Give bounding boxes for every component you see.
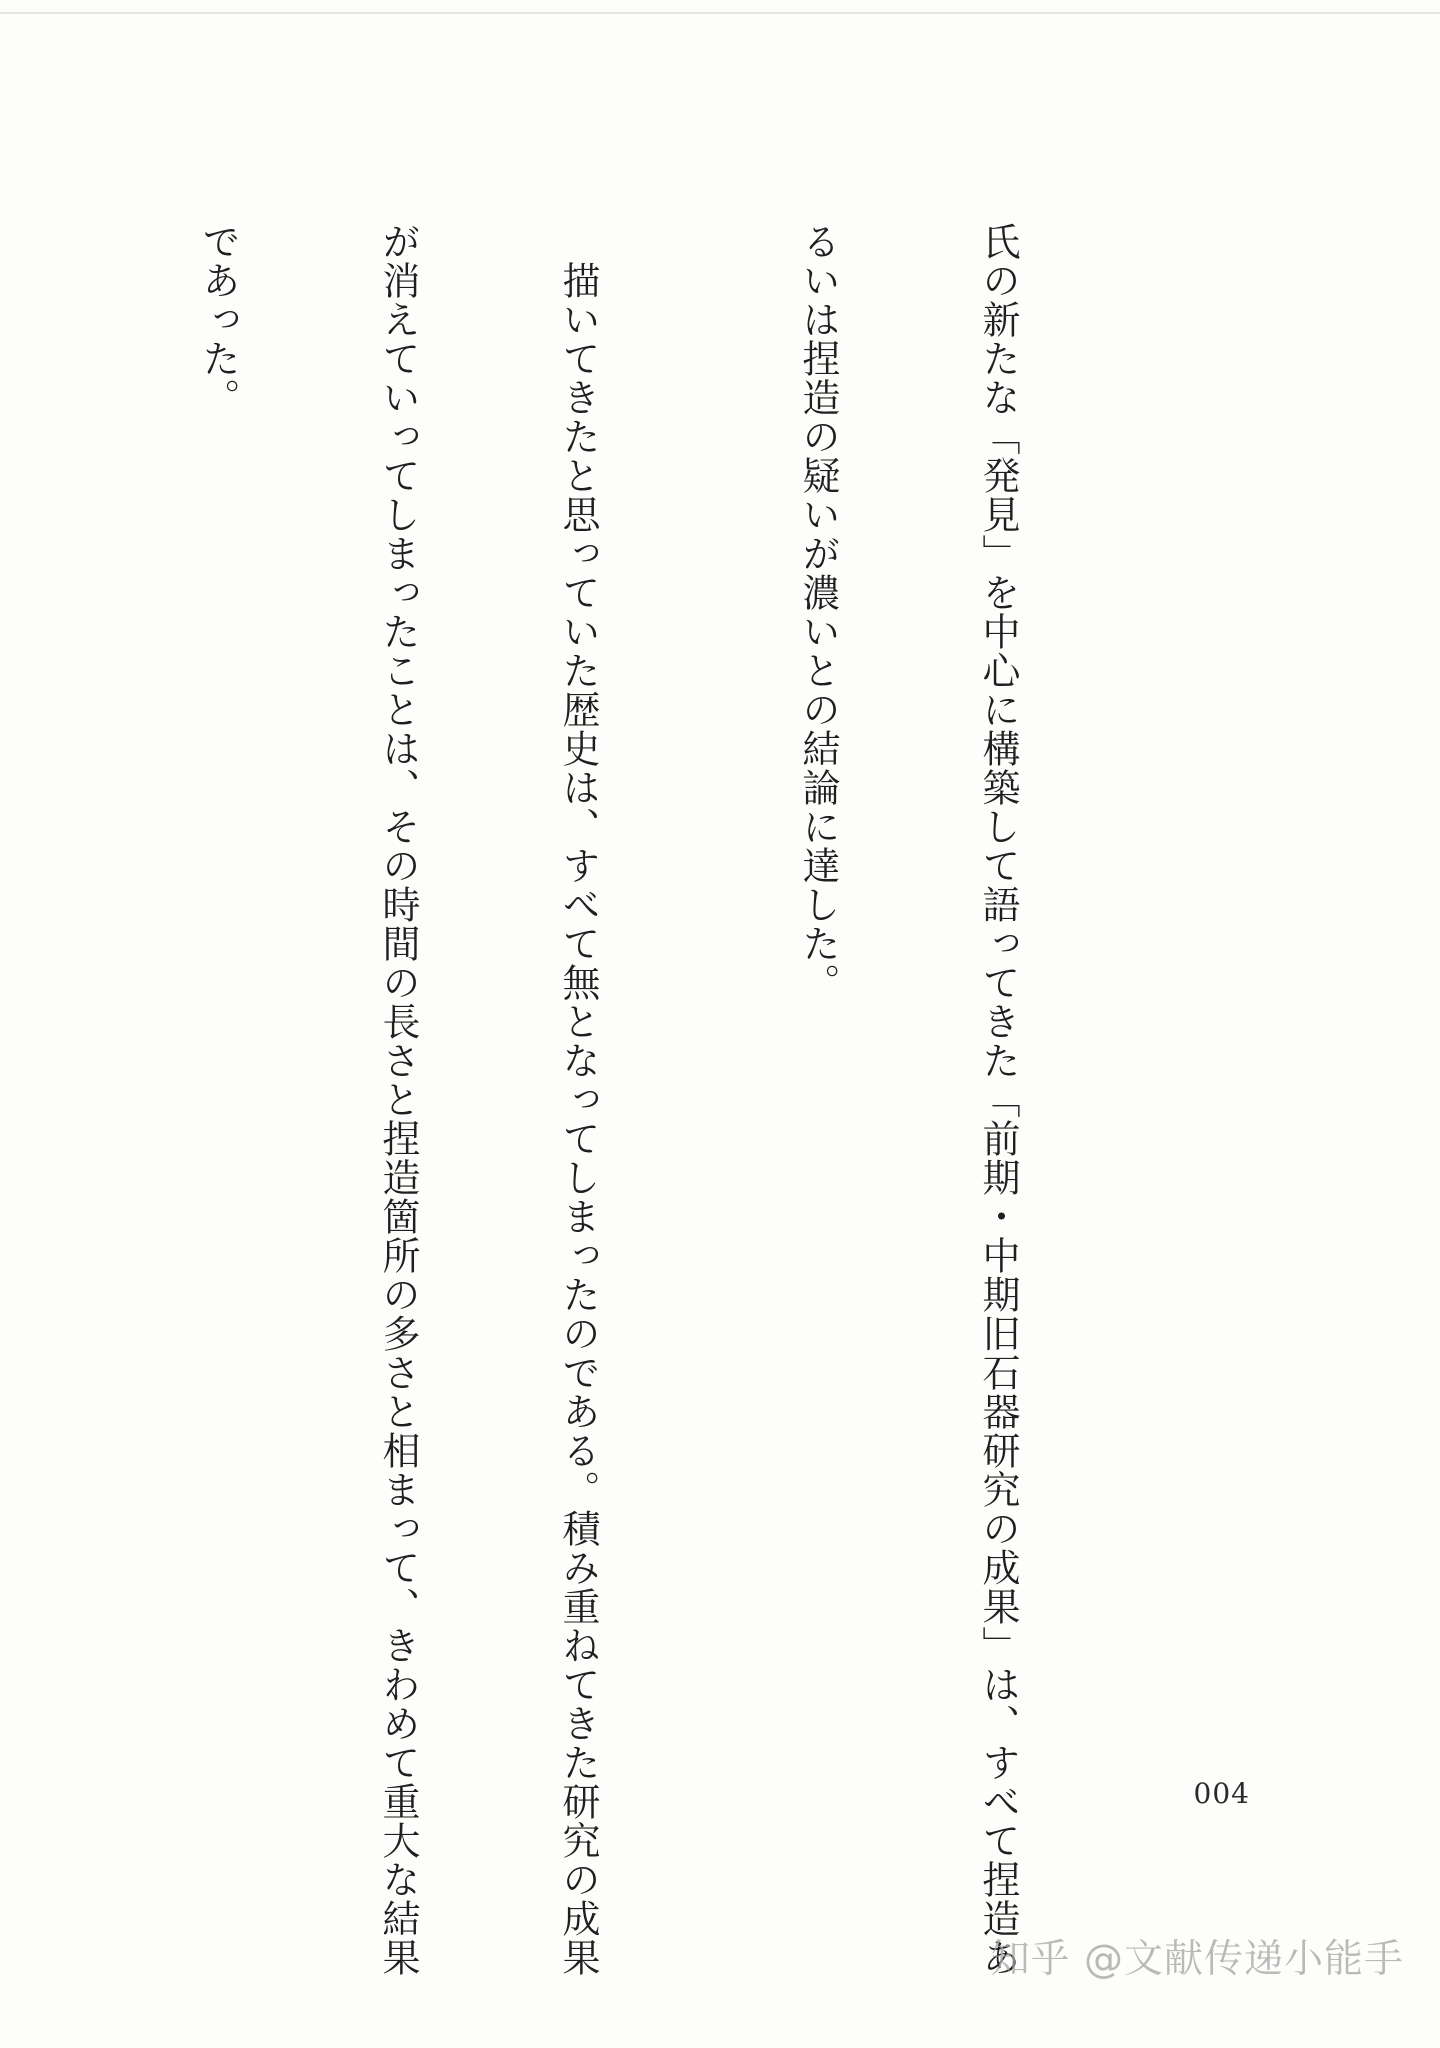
text-line	[0, 222, 8, 1942]
text-line: であった。	[196, 222, 240, 417]
top-edge-rule	[0, 12, 1440, 14]
vertical-body-text	[0, 222, 1148, 1977]
text-line: 氏の新たな「発見」を中心に構築して語ってきた「前期・中期旧石器研究の成果」は、すべて捏造あ	[976, 222, 1020, 1977]
page-number: 004	[1193, 1777, 1250, 1810]
text-line: 描いてきたと思っていた歴史は、すべて無となってしまったのである。積み重ねてきた研究の成果	[556, 222, 600, 1977]
text-line: が消えていってしまったことは、その時間の長さと捏造箇所の多さと相まって、きわめて重大な結果	[376, 222, 420, 1977]
watermark: 知乎 @文献传递小能手	[990, 1937, 1404, 1982]
text-line: るいは捏造の疑いが濃いとの結論に達した。	[796, 222, 840, 1002]
